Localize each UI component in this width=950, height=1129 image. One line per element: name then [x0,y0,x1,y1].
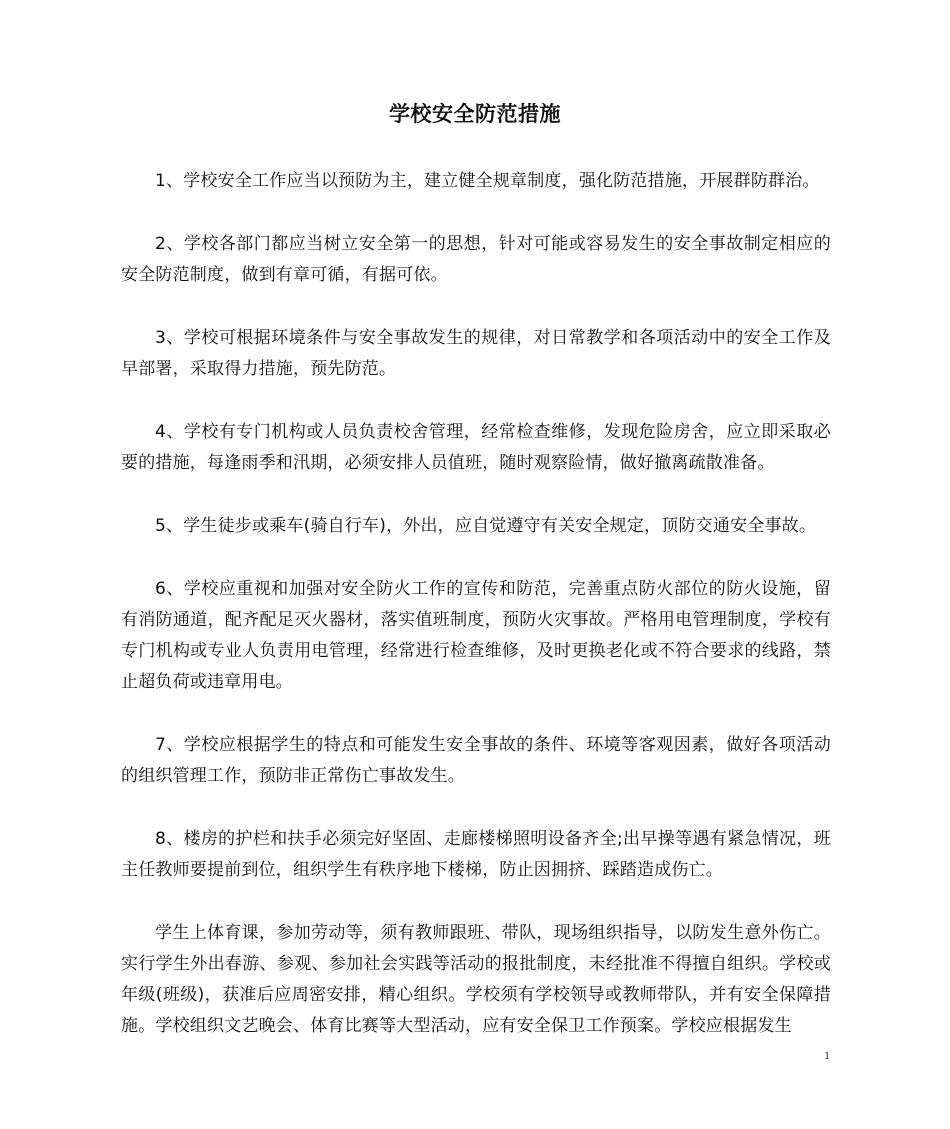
paragraph-1: 1、学校安全工作应当以预防为主，建立健全规章制度，强化防范措施，开展群防群治。 [155,171,820,191]
paragraph-2: 2、学校各部门都应当树立安全第一的思想，针对可能或容易发生的安全事故制定相应的安全防范制度，做到有章可循，有据可依。 [121,234,831,285]
document-title: 学校安全防范措施 [389,102,561,126]
paragraph-5: 5、学生徒步或乘车(骑自行车)，外出，应自觉遵守有关安全规定，顶防交通安全事故。 [155,516,817,536]
document-body [121,166,831,1074]
paragraph-6: 6、学校应重视和加强对安全防火工作的宣传和防范，完善重点防火部位的防火设施，留有消防通道，配齐配足灭火器材，落实值班制度，预防火灾事故。严格用电管理制度，学校有专门机构或专业人负责用电管理，经常进行检查维修，及时更换老化或不符合要求的线路，禁止超负荷或违章用电。 [121,579,831,692]
page-number: 1 [824,1048,830,1062]
paragraph-9: 学生上体育课，参加劳动等，须有教师跟班、带队，现场组织指导，以防发生意外伤亡。实行学生外出春游、参观、参加社会实践等活动的报批制度，未经批准不得擅自组织。学校或年级(班级)，获准后应周密安排，精心组织。学校须有学校领导或教师带队，并有安全保障措施。学校组织文艺晚会、体育比赛等大型活动，应有安全保卫工作预案。学校应根据发生 [121,923,831,1036]
paragraph-8: 8、楼房的护栏和扶手必须完好坚固、走廊楼梯照明设备齐全;出早操等遇有紧急情况，班主任教师要提前到位，组织学生有秩序地下楼梯，防止因拥挤、踩踏造成伤亡。 [121,829,831,880]
paragraph-3: 3、学校可根据环境条件与安全事故发生的规律，对日常教学和各项活动中的安全工作及早部署，采取得力措施，预先防范。 [121,328,831,379]
paragraph-7: 7、学校应根据学生的特点和可能发生安全事故的条件、环境等客观因素，做好各项活动的组织管理工作，预防非正常伤亡事故发生。 [121,735,831,786]
paragraph-4: 4、学校有专门机构或人员负责校舍管理，经常检查维修，发现危险房舍，应立即采取必要的措施，每逢雨季和汛期，必须安排人员值班，随时观察险情，做好撤离疏散准备。 [121,422,831,473]
